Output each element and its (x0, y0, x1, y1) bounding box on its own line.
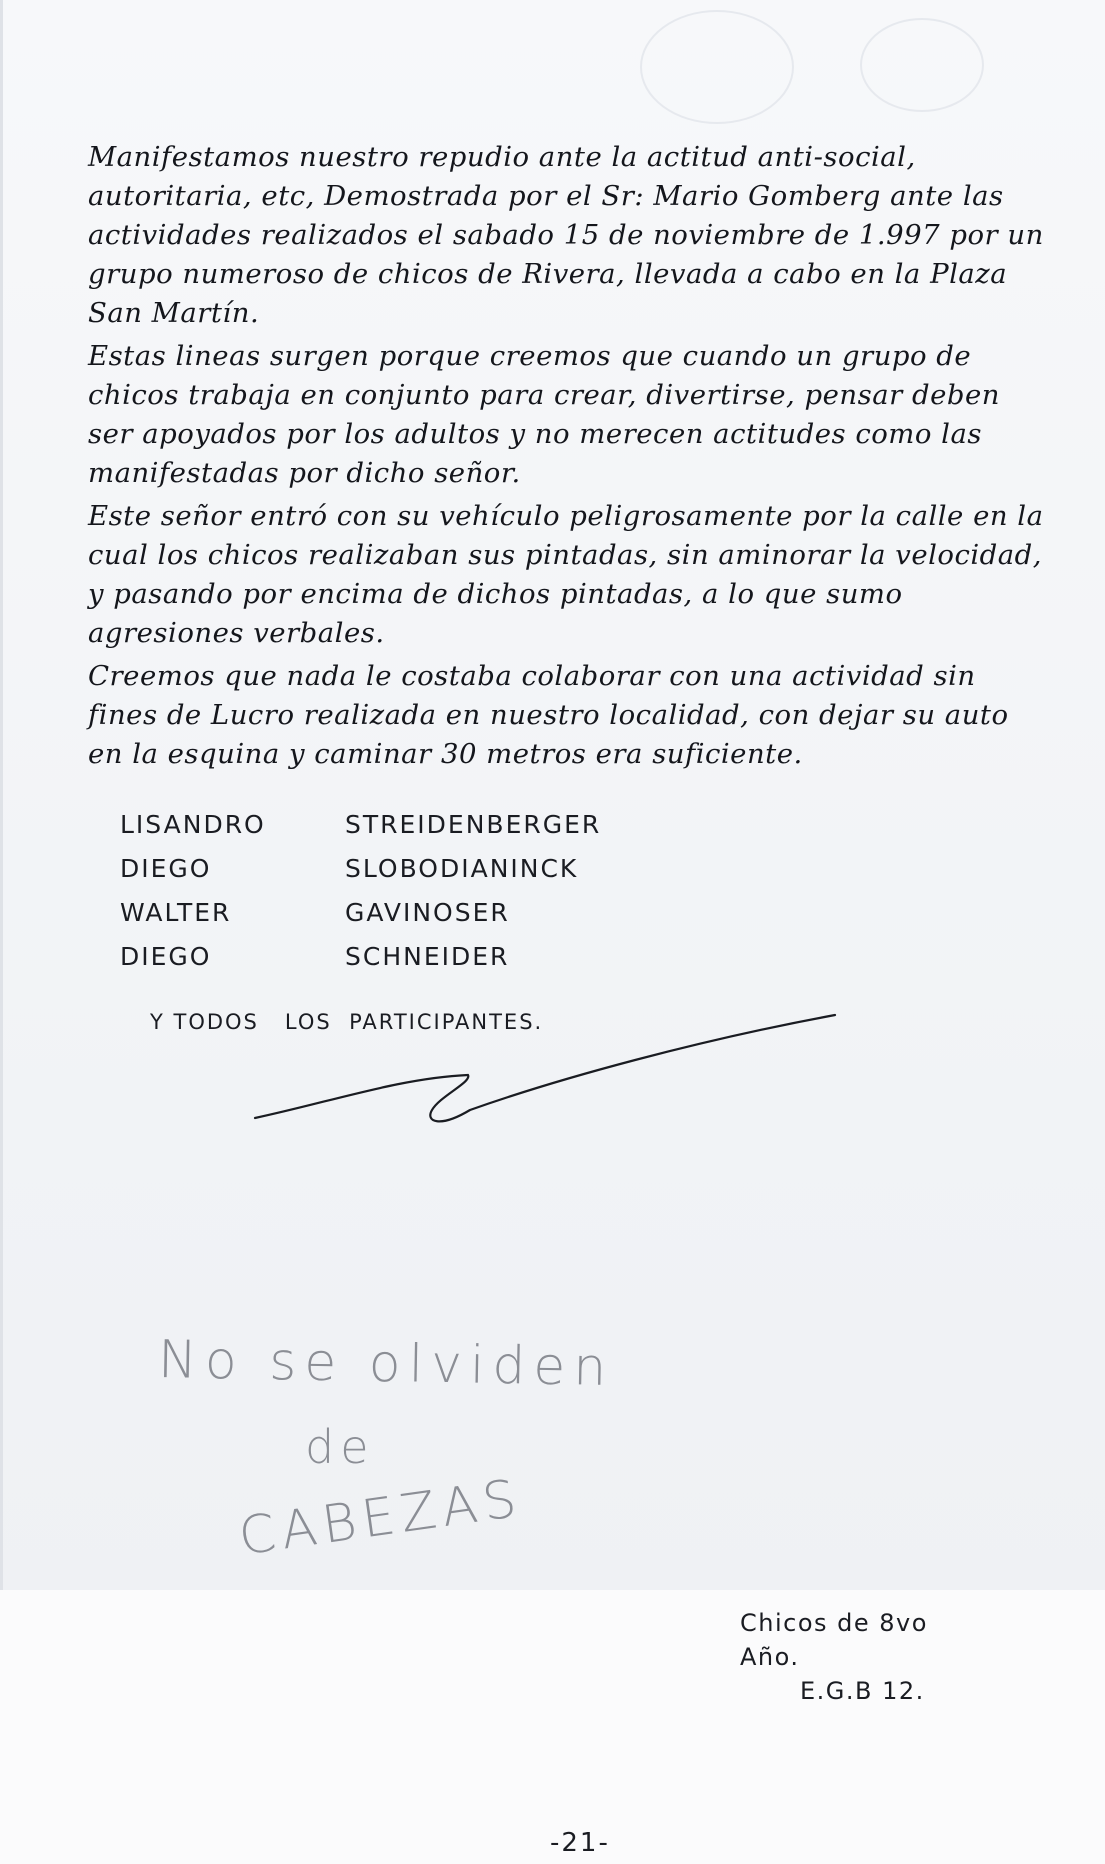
letter-paragraph: Este señor entró con su vehículo peligrosamente por la calle en la cual los chicos realizaban sus pintadas, sin aminorar la velocidad, y pasando por encima de dichos pintadas, a lo que sumo agresiones verbales. (88, 500, 1044, 649)
class-info-line: Chicos de 8vo (740, 1609, 928, 1637)
letter-paragraph: Estas lineas surgen porque creemos que cuando un grupo de chicos trabaja en conjunto para crear, divertirse, pensar deben ser apoyados por los adultos y no merecen actitudes como las manifestadas por dicho señor. (88, 340, 1000, 489)
signer-first-name: WALTER (120, 897, 232, 927)
signer-last-name: STREIDENBERGER (345, 809, 602, 839)
bottom-strip (0, 1590, 1105, 1864)
page-number: -21- (550, 1828, 610, 1858)
letter-paragraph: Creemos que nada le costaba colaborar con una actividad sin fines de Lucro realizada en nuestro localidad, con dejar su auto en la esquina y caminar 30 metros era suficiente. (88, 660, 1009, 770)
class-info-line: Año. (740, 1643, 800, 1671)
pencil-note-line: No se olviden (157, 1330, 615, 1398)
pencil-note-line: CABEZAS (235, 1468, 526, 1568)
signer-last-name: GAVINOSER (345, 897, 510, 927)
class-info (740, 1606, 928, 1708)
letter-paragraph: Manifestamos nuestro repudio ante la actitud anti-social, autoritaria, etc, Demostrada por el Sr: Mario Gomberg ante las actividades realizados el sabado 15 de noviembre de 1.997 por un grupo numeroso de chicos de Rivera, llevada a cabo en la Plaza San Martín. (88, 141, 1044, 329)
class-info-line: E.G.B 12. (800, 1677, 925, 1705)
pencil-note-line: de (305, 1420, 375, 1474)
signer-first-name: DIEGO (120, 941, 212, 971)
signer-first-name: LISANDRO (120, 809, 266, 839)
signer-last-name: SCHNEIDER (345, 941, 510, 971)
signer-last-name: SLOBODIANINCK (345, 853, 579, 883)
signer-first-name: DIEGO (120, 853, 212, 883)
participants-line: Y TODOS LOS PARTICIPANTES. (150, 1010, 544, 1034)
